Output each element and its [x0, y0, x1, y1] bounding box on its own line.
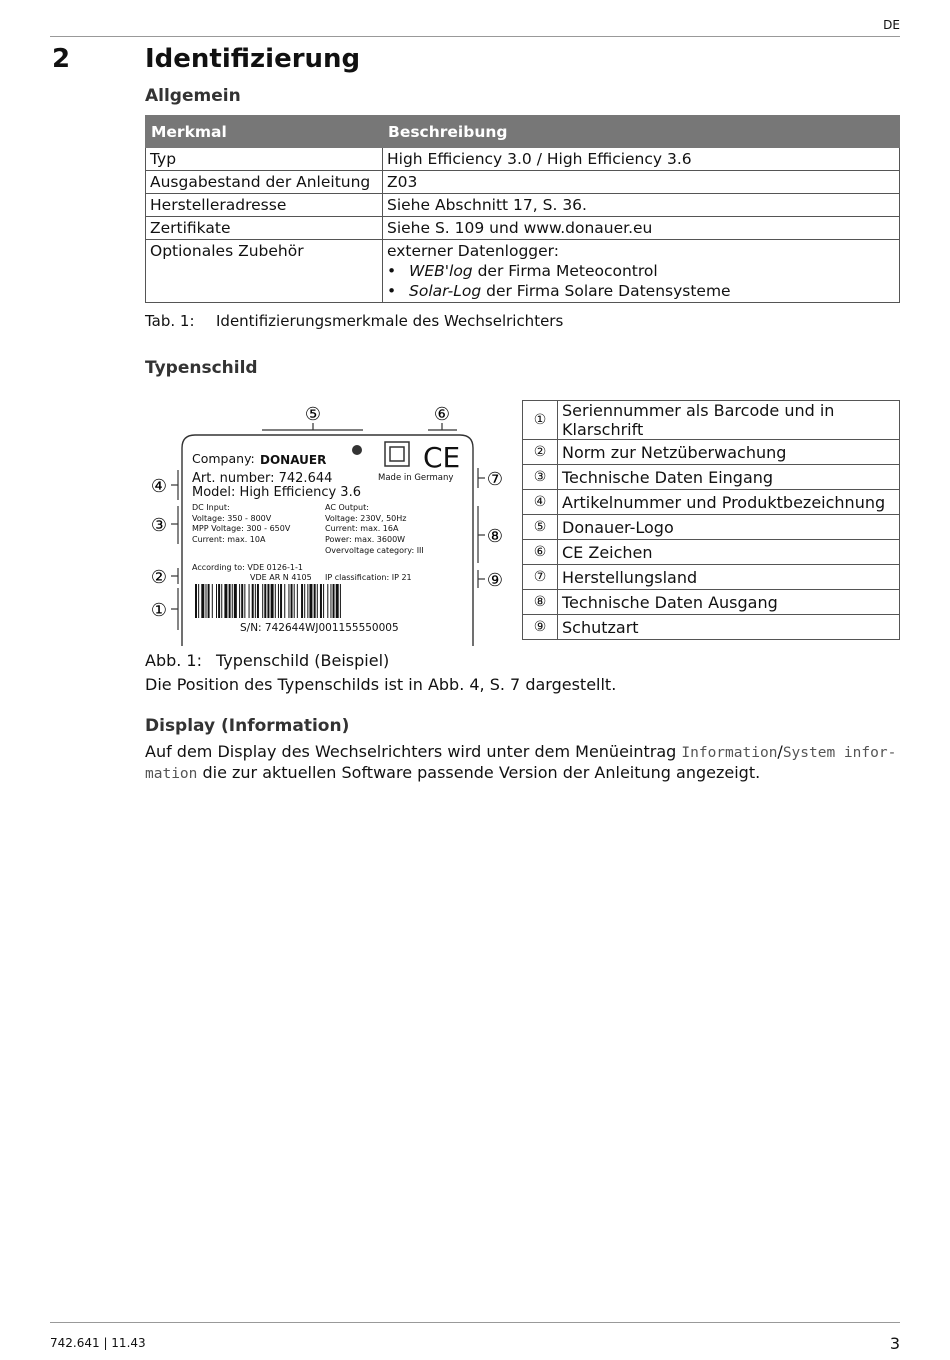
legend-number: ① [523, 401, 558, 440]
legend-number: ⑦ [523, 565, 558, 590]
legend-row [523, 401, 900, 440]
row-value: Siehe S. 109 und www.donauer.eu [383, 217, 900, 240]
plate-ac-current: Current: max. 16A [325, 524, 399, 533]
section-heading-display: Display (Information) [145, 716, 350, 736]
marker-6: ⑥ [433, 404, 451, 425]
plate-according: According to: VDE 0126-1-1 [192, 563, 303, 572]
display-text: die zur aktuellen Software passende Version der Anleitung angezeigt. [197, 763, 761, 782]
footer-rule [50, 1322, 900, 1323]
plate-ac-voltage: Voltage: 230V, 50Hz [325, 514, 407, 523]
row-key: Zertifikate [146, 217, 383, 240]
legend-text: Norm zur Netzüberwachung [558, 440, 900, 465]
plate-ac-power: Power: max. 3600W [325, 535, 406, 544]
plate-made-in: Made in Germany [378, 473, 454, 483]
product-name: Solar-Log [409, 282, 482, 300]
legend-row [523, 565, 900, 590]
legend-text: CE Zeichen [558, 540, 900, 565]
legend-number: ⑧ [523, 590, 558, 615]
path-separator: / [777, 742, 783, 761]
figure-caption [145, 651, 389, 670]
column-header: Beschreibung [383, 116, 900, 148]
legend-number: ③ [523, 465, 558, 490]
legend-row [523, 490, 900, 515]
legend-row [523, 515, 900, 540]
legend-number: ⑨ [523, 615, 558, 640]
table-row [146, 240, 900, 303]
list-item: • Solar-Log der Firma Solare Datensysteme [387, 282, 731, 300]
marker-7: ⑦ [486, 469, 504, 490]
legend-row [523, 590, 900, 615]
legend-row [523, 615, 900, 640]
legend-text: Artikelnummer und Produktbezeichnung [558, 490, 900, 515]
menu-entry-code: mation [145, 766, 198, 782]
plate-vde: VDE AR N 4105 [250, 573, 312, 582]
legend-row [523, 465, 900, 490]
section-heading-typeplate: Typenschild [145, 358, 258, 378]
plate-dc-title: DC Input: [192, 503, 230, 512]
row-value: Z03 [383, 171, 900, 194]
table-header-row [146, 116, 900, 148]
plate-art-number: Art. number: 742.644 [192, 471, 333, 486]
legend-row [523, 540, 900, 565]
plate-dc-voltage: Voltage: 350 - 800V [192, 514, 272, 523]
typeplate-figure [145, 398, 515, 648]
marker-8: ⑧ [486, 526, 504, 547]
caption-label: Abb. 1: [145, 651, 202, 670]
menu-entry-code: System infor- [782, 745, 897, 761]
language-code: DE [883, 18, 900, 32]
class-ii-icon [385, 442, 409, 466]
table-row [146, 194, 900, 217]
legend-text: Donauer-Logo [558, 515, 900, 540]
header-rule [50, 36, 900, 37]
marker-9: ⑨ [486, 570, 504, 591]
legend-text: Schutzart [558, 615, 900, 640]
plate-dc-mpp: MPP Voltage: 300 - 650V [192, 524, 291, 533]
product-vendor: der Firma Meteocontrol [472, 262, 658, 280]
chapter-title: Identifizierung [145, 44, 361, 74]
marker-4: ④ [150, 476, 168, 497]
row-value: Siehe Abschnitt 17, S. 36. [383, 194, 900, 217]
column-header: Merkmal [146, 116, 383, 148]
marker-2: ② [150, 567, 168, 588]
plate-company-label: Company: [192, 451, 255, 466]
ce-mark-icon: CE [423, 441, 461, 474]
product-vendor: der Firma Solare Datensysteme [481, 282, 731, 300]
legend-text: Seriennummer als Barcode und in Klarschrift [558, 401, 900, 440]
plate-ac-overvoltage: Overvoltage category: III [325, 546, 424, 555]
product-name: WEB'log [409, 262, 473, 280]
accessory-list [387, 261, 895, 301]
row-key: Herstelleradresse [146, 194, 383, 217]
plate-serial: S/N: 742644WJ001155550005 [240, 622, 399, 634]
identification-table [145, 115, 900, 303]
legend-number: ⑤ [523, 515, 558, 540]
marker-3: ③ [150, 515, 168, 536]
typeplate-legend [522, 400, 900, 640]
legend-row [523, 440, 900, 465]
row-value [383, 240, 900, 303]
legend-text: Herstellungsland [558, 565, 900, 590]
legend-number: ⑥ [523, 540, 558, 565]
legend-text: Technische Daten Ausgang [558, 590, 900, 615]
table-row [146, 148, 900, 171]
legend-number: ② [523, 440, 558, 465]
plate-ac-title: AC Output: [325, 503, 369, 512]
display-text: Auf dem Display des Wechselrichters wird unter dem Menüeintrag [145, 742, 682, 761]
plate-ip: IP classification: IP 21 [325, 573, 412, 582]
menu-entry-code: Information [681, 745, 778, 761]
caption-label: Tab. 1: [145, 312, 195, 330]
chapter-number: 2 [52, 44, 71, 74]
row-key: Typ [146, 148, 383, 171]
caption-text: Identifizierungsmerkmale des Wechselrichters [216, 312, 564, 330]
plate-brand-logo: DONAUER [260, 453, 327, 467]
marker-1: ① [150, 600, 168, 621]
table-row [146, 171, 900, 194]
row-key: Optionales Zubehör [146, 240, 383, 303]
row-key: Ausgabestand der Anleitung [146, 171, 383, 194]
list-item: • WEB'log der Firma Meteocontrol [387, 262, 658, 280]
plate-model: Model: High Efficiency 3.6 [192, 485, 361, 500]
marker-5: ⑤ [304, 404, 322, 425]
table-row [146, 217, 900, 240]
legend-text: Technische Daten Eingang [558, 465, 900, 490]
display-paragraph [145, 742, 905, 784]
caption-text: Typenschild (Beispiel) [216, 651, 390, 670]
accessory-intro: externer Datenlogger: [387, 242, 560, 260]
document-number: 742.641 | 11.43 [50, 1336, 146, 1350]
plate-dc-current: Current: max. 10A [192, 535, 266, 544]
legend-number: ④ [523, 490, 558, 515]
page-number: 3 [889, 1334, 900, 1353]
section-heading-general: Allgemein [145, 86, 241, 106]
brand-mark-icon [352, 445, 362, 455]
barcode-icon [195, 584, 341, 618]
typeplate-note: Die Position des Typenschilds ist in Abb. 4, S. 7 dargestellt. [145, 675, 617, 694]
table-caption [145, 312, 563, 330]
row-value: High Efficiency 3.0 / High Efficiency 3.6 [383, 148, 900, 171]
